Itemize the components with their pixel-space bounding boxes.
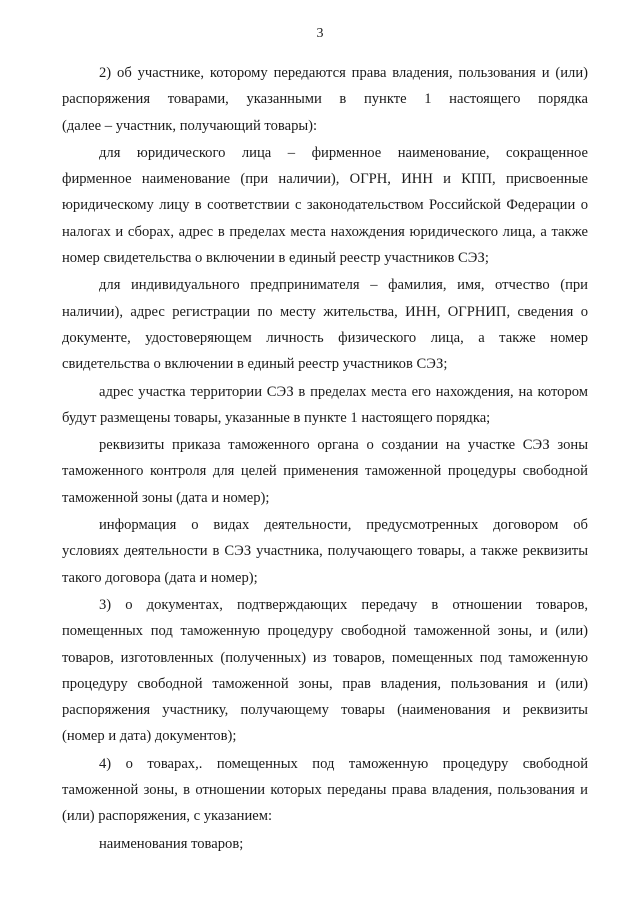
paragraph (62, 140, 588, 271)
paragraph (62, 272, 588, 377)
text-line: (далее – участник, получающий товары): (62, 117, 318, 134)
text-line: таможенной зоны, в отношении которых переданы права владения, пользования и (62, 782, 588, 799)
paragraph (62, 751, 588, 830)
text-line: 3) о документах, подтверждающих передачу в отношении товаров, (99, 596, 588, 613)
text-line: документе, удостоверяющем личность физического лица, а также номер (62, 329, 588, 346)
text-line: (номер и дата) документов); (62, 728, 237, 745)
text-line: реквизиты приказа таможенного органа о создании на участке СЭЗ зоны (99, 437, 588, 454)
paragraph (62, 60, 588, 139)
text-line: наличии), адрес регистрации по месту жительства, ИНН, ОГРНИП, сведения о (62, 303, 588, 320)
text-line: свидетельства о включении в единый реестр участников СЭЗ; (62, 356, 448, 373)
text-line: товаров, изготовленных (полученных) из товаров, помещенных под таможенную (62, 649, 588, 666)
text-line: адрес участка территории СЭЗ в пределах места его нахождения, на котором (99, 383, 588, 400)
text-line: распоряжения товарами, указанными в пункте 1 настоящего порядка (62, 91, 588, 108)
text-line: 4) о товарах,. помещенных под таможенную процедуру свободной (99, 755, 588, 772)
text-line: такого договора (дата и номер); (62, 569, 258, 586)
paragraph (62, 512, 588, 591)
text-line: информация о видах деятельности, предусмотренных договором об (99, 517, 588, 534)
text-line: 2) об участнике, которому передаются права владения, пользования и (или) (99, 65, 588, 81)
text-line: наименования товаров; (99, 835, 244, 852)
paragraph (62, 831, 588, 857)
text-line: налогах и сборах, адрес в пределах места нахождения юридического лица, а также (62, 223, 588, 240)
text-line: для индивидуального предпринимателя – фамилия, имя, отчество (при (99, 277, 588, 294)
paragraph (62, 379, 588, 432)
page-number: 3 (316, 26, 324, 41)
document-body (62, 60, 588, 858)
text-line: помещенных под таможенную процедуру свободной таможенной зоны, и (или) (62, 623, 588, 640)
text-line: распоряжения участнику, получающему товары (наименования и реквизиты (62, 702, 588, 719)
text-line: условиях деятельности в СЭЗ участника, получающего товары, а также реквизиты (62, 543, 588, 560)
text-line: фирменное наименование (при наличии), ОГРН, ИНН и КПП, присвоенные (62, 171, 588, 188)
text-line: номер свидетельства о включении в единый реестр участников СЭЗ; (62, 250, 489, 267)
paragraph (62, 592, 588, 750)
text-line: юридическому лицу в соответствии с законодательством Российской Федерации о (62, 197, 588, 214)
text-line: для юридического лица – фирменное наименование, сокращенное (99, 144, 588, 161)
paragraph (62, 432, 588, 511)
text-line: таможенной зоны (дата и номер); (62, 489, 270, 506)
text-line: таможенного контроля для целей применения таможенной процедуры свободной (62, 463, 588, 480)
text-line: (или) распоряжения, с указанием: (62, 808, 273, 825)
text-line: процедуру свободной таможенной зоны, прав владения, пользования и (или) (62, 675, 588, 692)
text-line: будут размещены товары, указанные в пункте 1 настоящего порядка; (62, 409, 491, 426)
